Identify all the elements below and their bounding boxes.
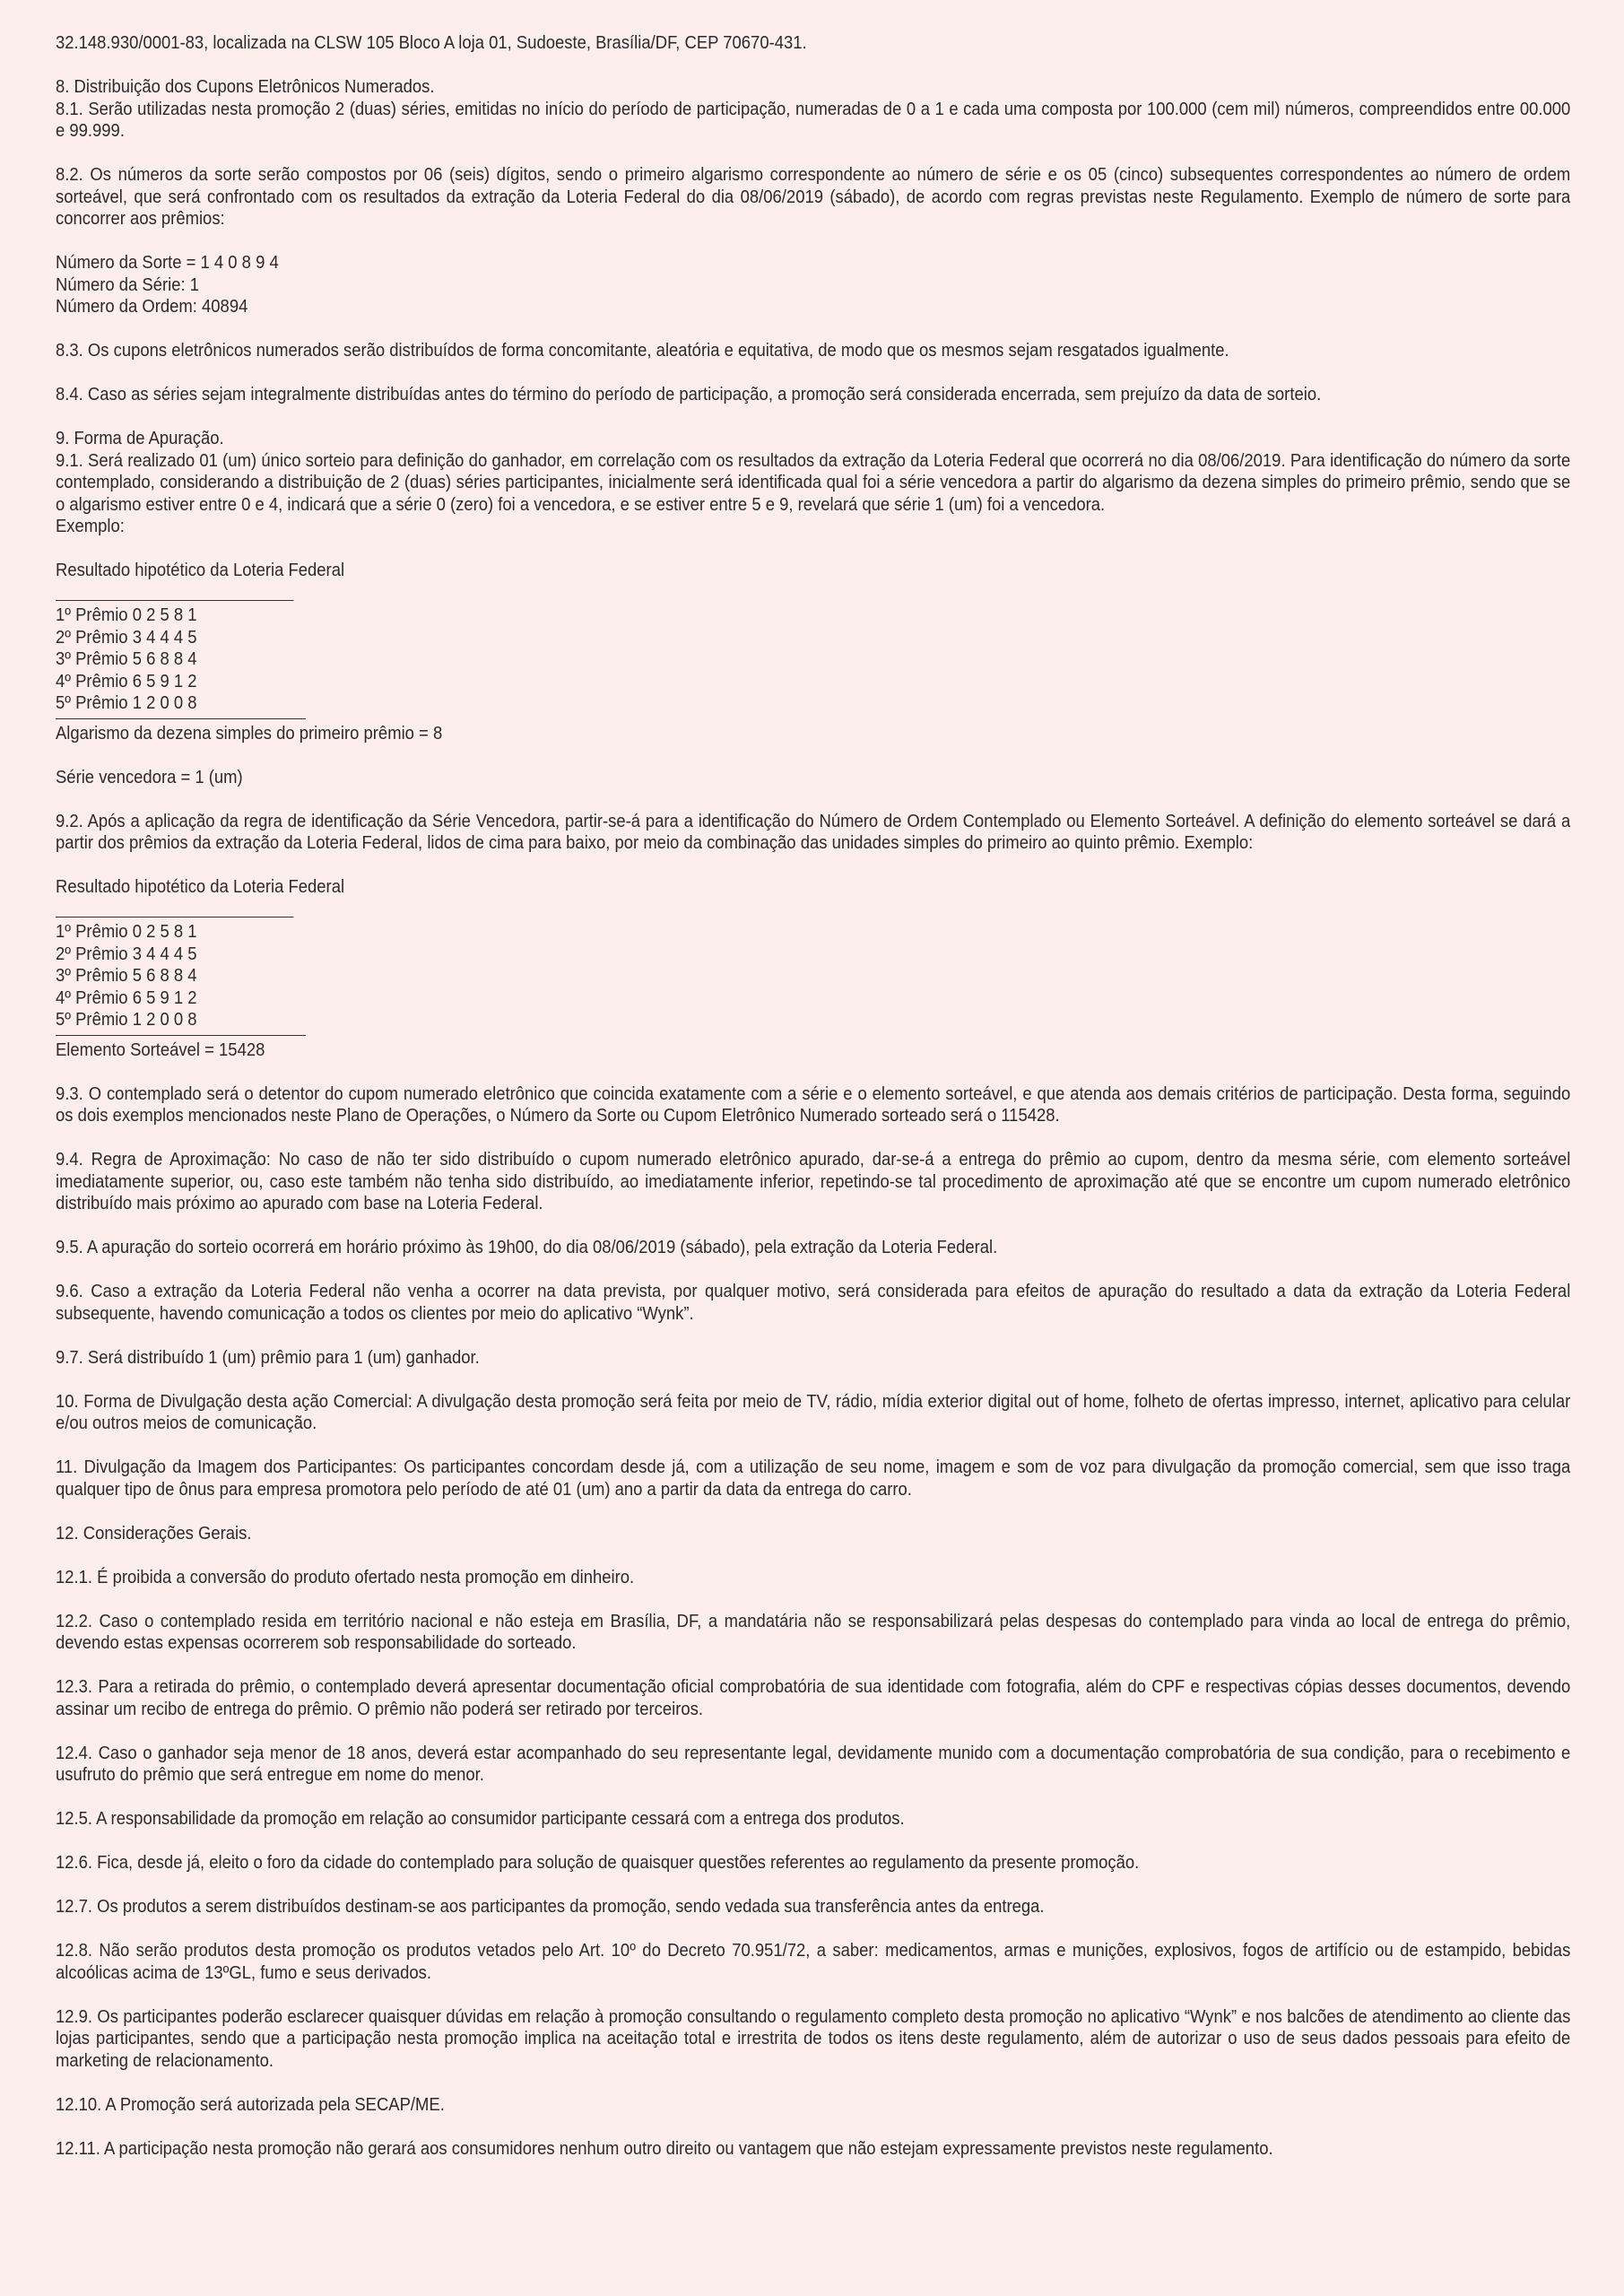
divider	[56, 917, 294, 918]
result-title: Resultado hipotético da Loteria Federal	[56, 876, 345, 897]
paragraph-12-11: 12.11. A participação nesta promoção não gerará aos consumidores nenhum outro direito ou vantagem que não estejam expressamente previstos neste regulamento.	[56, 2137, 1273, 2159]
section-10: 10. Forma de Divulgação desta ação Comercial: A divulgação desta promoção será feita por meio de TV, rádio, mídia exterior digital out of home, folheto de ofertas impresso, internet, aplicativo para celular e/ou outros meios de comunicação.	[56, 1390, 1571, 1433]
paragraph-9-3: 9.3. O contemplado será o detentor do cupom numerado eletrônico que coincida exatamente com a série e o elemento sorteável, e que atenda aos demais critérios de participação. Desta forma, seguindo os dois exemplos mencionados neste Plano de Operações, o Número da Sorte ou Cupom Eletrônico Numerado sorteado será o 115428.	[56, 1083, 1571, 1126]
lucky-number-example	[56, 252, 1570, 318]
section-11: 11. Divulgação da Imagem dos Participantes: Os participantes concordam desde já, com a utilização de seu nome, imagem e som de voz para divulgação da promoção comercial, sem que isso traga qualquer tipo de ônus para empresa promotora pelo período de até 01 (um) ano a partir da data da entrega do carro.	[56, 1457, 1571, 1500]
paragraph-12-6: 12.6. Fica, desde já, eleito o foro da cidade do contemplado para solução de quaisquer questões referentes ao regulamento da presente promoção.	[56, 1852, 1140, 1873]
paragraph-12-10: 12.10. A Promoção será autorizada pela SECAP/ME.	[56, 2093, 445, 2115]
paragraph-9-5: 9.5. A apuração do sorteio ocorrerá em horário próximo às 19h00, do dia 08/06/2019 (sábado), pela extração da Loteria Federal.	[56, 1237, 998, 1257]
paragraph-9-7: 9.7. Será distribuído 1 (um) prêmio para 1 (um) ganhador.	[56, 1346, 480, 1368]
lottery-result-example-1	[56, 560, 1570, 744]
paragraph-9-6: 9.6. Caso a extração da Loteria Federal não venha a ocorrer na data prevista, por qualquer motivo, será considerada para efeitos de apuração do resultado a data da extração da Loteria Federal subsequente, havendo comunicação a todos os clientes por meio do aplicativo “Wynk”.	[56, 1281, 1571, 1324]
paragraph-8-2: 8.2. Os números da sorte serão compostos por 06 (seis) dígitos, sendo o primeiro algarismo correspondente ao número de série e os 05 (cinco) subsequentes correspondentes ao número de ordem sorteável, que será confrontado com os resultados da extração da Loteria Federal do dia 08/06/2019 (sábado), de acordo com regras previstas neste Regulamento. Exemplo de número de sorte para concorrer aos prêmios:	[56, 164, 1571, 229]
prize-row: 5º Prêmio 1 2 0 0 8	[56, 1009, 197, 1030]
paragraph-8-1: 8.1. Serão utilizadas nesta promoção 2 (duas) séries, emitidas no início do período de participação, numeradas de 0 a 1 e cada uma composta por 100.000 (cem mil) números, compreendidos entre 00.000 e 99.999.	[56, 98, 1571, 141]
paragraph-9-4: 9.4. Regra de Aproximação: No caso de não ter sido distribuído o cupom numerado eletrônico apurado, dar-se-á a entrega do prêmio ao cupom, dentro da mesma série, com elemento sorteável imediatamente superior, ou, caso este também não tenha sido distribuído, ao imediatamente inferior, repetindo-se tal procedimento de aproximação até que se encontre um cupom numerado eletrônico distribuído mais próximo ao apurado com base na Loteria Federal.	[56, 1149, 1571, 1213]
lottery-result-example-2	[56, 876, 1570, 1061]
prize-row: 4º Prêmio 6 5 9 1 2	[56, 987, 197, 1008]
section-title: 9. Forma de Apuração.	[56, 428, 224, 448]
paragraph-12-3: 12.3. Para a retirada do prêmio, o contemplado deverá apresentar documentação oficial comprobatória de sua identidade com fotografia, além do CPF e respectivas cópias desses documentos, devendo assinar um recibo de entrega do prêmio. O prêmio não poderá ser retirado por terceiros.	[56, 1676, 1571, 1719]
prize-row: 4º Prêmio 6 5 9 1 2	[56, 670, 197, 691]
paragraph-12-5: 12.5. A responsabilidade da promoção em relação ao consumidor participante cessará com a entrega dos produtos.	[56, 1808, 905, 1829]
prize-row: 3º Prêmio 5 6 8 8 4	[56, 648, 197, 669]
tens-digit-result: Algarismo da dezena simples do primeiro prêmio = 8	[56, 722, 443, 744]
winning-series: Série vencedora = 1 (um)	[56, 766, 243, 787]
result-title: Resultado hipotético da Loteria Federal	[56, 560, 345, 580]
paragraph-8-4: 8.4. Caso as séries sejam integralmente distribuídas antes do término do período de participação, a promoção será considerada encerrada, sem prejuízo da data de sorteio.	[56, 384, 1322, 404]
example-line: Número da Sorte = 1 4 0 8 9 4	[56, 252, 279, 273]
paragraph-12-1: 12.1. É proibida a conversão do produto ofertado nesta promoção em dinheiro.	[56, 1566, 635, 1587]
prize-row: 3º Prêmio 5 6 8 8 4	[56, 965, 197, 986]
example-line: Número da Série: 1	[56, 274, 199, 295]
prize-row: 1º Prêmio 0 2 5 8 1	[56, 921, 197, 942]
prize-row: 5º Prêmio 1 2 0 0 8	[56, 692, 197, 713]
paragraph-12-9: 12.9. Os participantes poderão esclarecer quaisquer dúvidas em relação à promoção consultando o regulamento completo desta promoção no aplicativo “Wynk” e nos balcões de atendimento ao cliente das lojas participantes, sendo que a participação nesta promoção implica na aceitação total e irrestrita de todos os itens deste regulamento, além de autorizar o uso de seus dados pessoais para efeito de marketing de relacionamento.	[56, 2005, 1571, 2071]
spacer	[56, 716, 1570, 723]
section-8	[56, 76, 1570, 406]
example-line: Número da Ordem: 40894	[56, 296, 248, 317]
divider	[56, 600, 294, 601]
prize-row: 1º Prêmio 0 2 5 8 1	[56, 604, 197, 625]
section-12	[56, 1523, 1570, 2161]
example-label: Exemplo:	[56, 516, 125, 536]
section-title: 8. Distribuição dos Cupons Eletrônicos Numerados.	[56, 76, 435, 97]
spacer	[56, 1032, 1570, 1039]
prize-row: 2º Prêmio 3 4 4 4 5	[56, 626, 197, 648]
paragraph-9-2: 9.2. Após a aplicação da regra de identificação da Série Vencedora, partir-se-á para a identificação do Número de Ordem Contemplado ou Elemento Sorteável. A definição do elemento sorteável se dará a partir dos prêmios da extração da Loteria Federal, lidos de cima para baixo, por meio da combinação das unidades simples do primeiro ao quinto prêmio. Exemplo:	[56, 810, 1571, 853]
company-address-line: 32.148.930/0001-83, localizada na CLSW 105 Bloco A loja 01, Sudoeste, Brasília/DF, CEP 70670-431.	[56, 32, 807, 53]
prize-row: 2º Prêmio 3 4 4 4 5	[56, 943, 197, 964]
paragraph-12-8: 12.8. Não serão produtos desta promoção os produtos vetados pelo Art. 10º do Decreto 70.951/72, a saber: medicamentos, armas e munições, explosivos, fogos de artifício ou de estampido, bebidas alcoólicas acima de 13ºGL, fumo e seus derivados.	[56, 1940, 1571, 1983]
paragraph-8-3: 8.3. Os cupons eletrônicos numerados serão distribuídos de forma concomitante, aleatória e equitativa, de modo que os mesmos sejam resgatados igualmente.	[56, 340, 1229, 361]
paragraph-12-7: 12.7. Os produtos a serem distribuídos destinam-se aos participantes da promoção, sendo vedada sua transferência antes da entrega.	[56, 1896, 1045, 1917]
paragraph-12-4: 12.4. Caso o ganhador seja menor de 18 anos, deverá estar acompanhado do seu representante legal, devidamente munido com a documentação comprobatória de sua condição, para o recebimento e usufruto do prêmio que será entregue em nome do menor.	[56, 1742, 1571, 1785]
paragraph-9-1: 9.1. Será realizado 01 (um) único sorteio para definição do ganhador, em correlação com os resultados da extração da Loteria Federal que ocorrerá no dia 08/06/2019. Para identificação do número da sorte contemplado, considerando a distribuição de 2 (duas) séries participantes, inicialmente será identificada qual foi a série vencedora a partir do algarismo da dezena simples do primeiro prêmio, sendo que se o algarismo estiver entre 0 e 4, indicará que a série 0 (zero) foi a vencedora, e se estiver entre 5 e 9, revelará que série 1 (um) foi a vencedora.	[56, 449, 1571, 515]
paragraph-12-2: 12.2. Caso o contemplado resida em território nacional e não esteja em Brasília, DF, a mandatária não se responsabilizará pelas despesas do contemplado para vinda ao local de entrega do prêmio, devendo estas expensas ocorrerem sob responsabilidade do sorteado.	[56, 1610, 1571, 1653]
section-9	[56, 428, 1570, 1369]
regulation-document	[56, 32, 1570, 2182]
section-title: 12. Considerações Gerais.	[56, 1522, 252, 1544]
drawable-element-result: Elemento Sorteável = 15428	[56, 1039, 265, 1060]
